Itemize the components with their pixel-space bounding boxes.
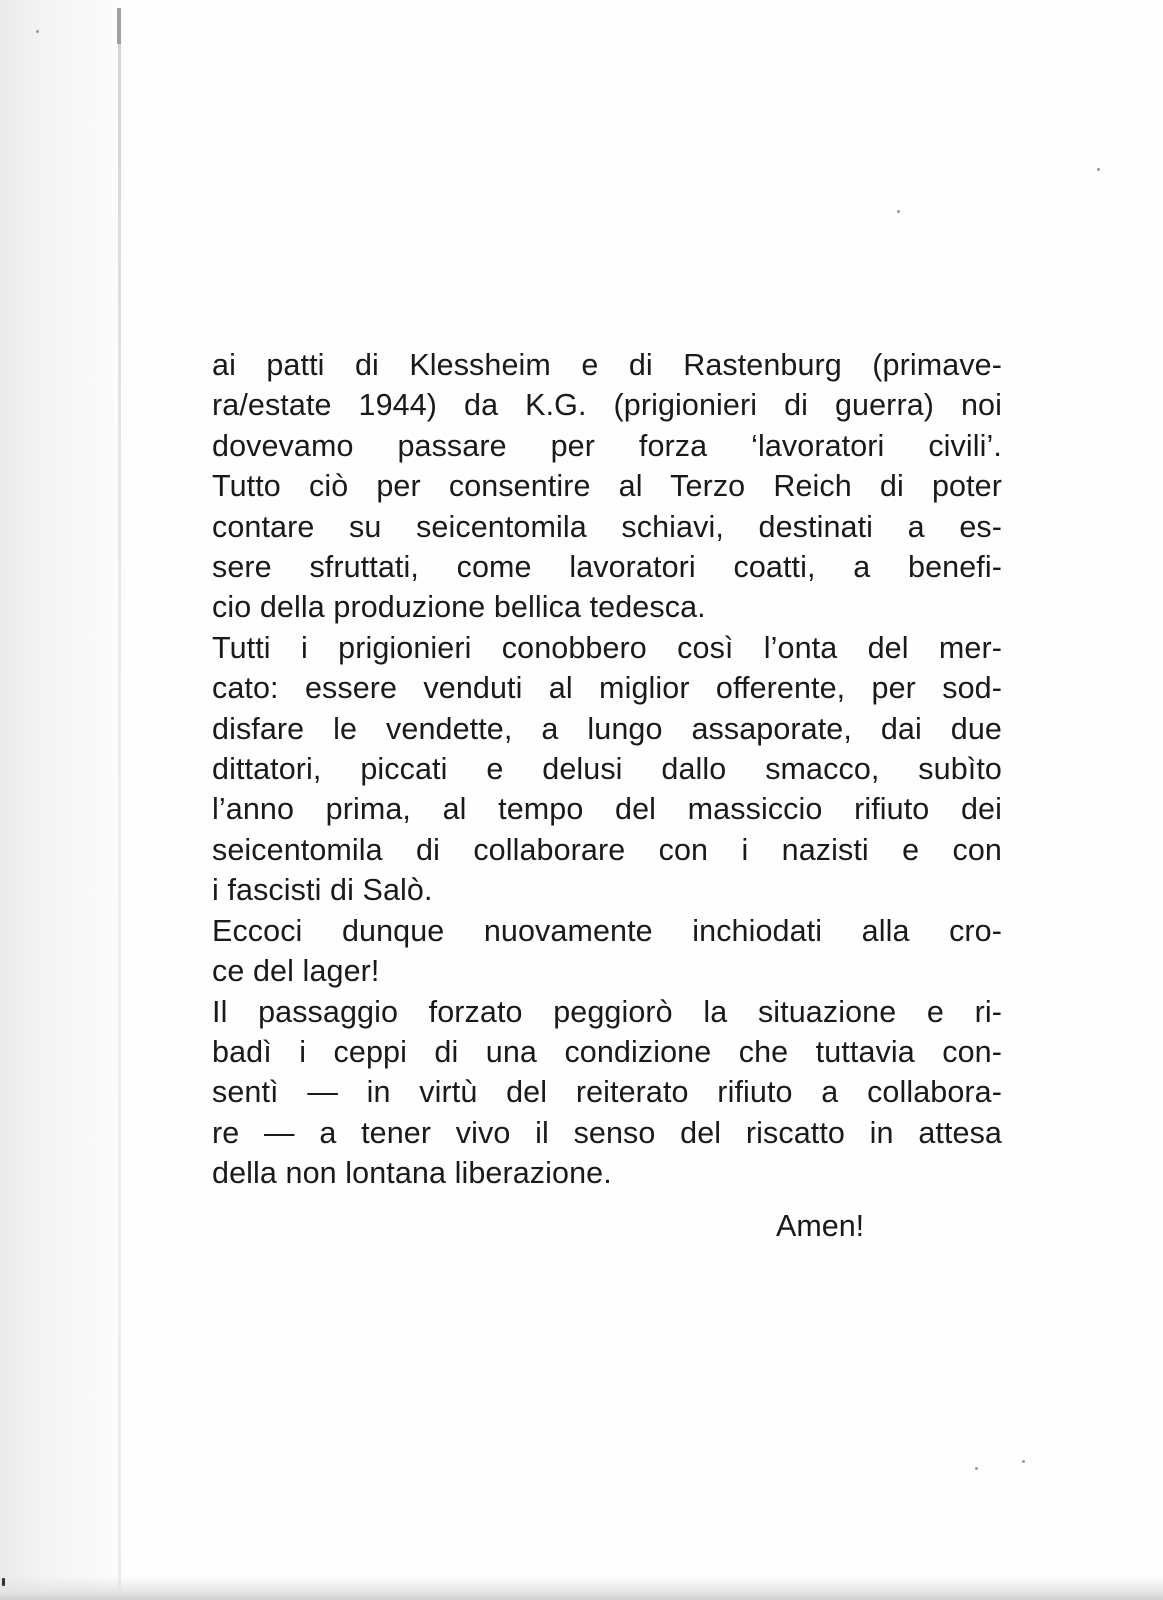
text-line: dittatori, piccati e delusi dallo smacco, subìto (212, 752, 1002, 787)
text-line: badì i ceppi di una condizione che tuttavia con- (212, 1034, 1002, 1069)
text-line: Tutto ciò per consentire al Terzo Reich di poter (212, 469, 1002, 504)
scan-speck (975, 1467, 978, 1470)
scan-speck (897, 210, 900, 213)
scan-speck (36, 30, 39, 33)
text-line: disfare le vendette, a lungo assaporate, dai due (212, 711, 1002, 746)
text-line: l’anno prima, al tempo del massiccio rifiuto dei (212, 792, 1002, 827)
text-line: Tutti i prigionieri conobbero così l’onta del mer- (212, 630, 1002, 665)
text-line: sere sfruttati, come lavoratori coatti, a benefi- (212, 550, 1002, 585)
text-line: re — a tener vivo il senso del riscatto in attesa (212, 1115, 1002, 1150)
body-text (212, 345, 1002, 1194)
text-line: ra/estate 1944) da K.G. (prigionieri di guerra) noi (212, 388, 1002, 423)
text-line: dovevamo passare per forza ‘lavoratori civili’. (212, 428, 1002, 463)
text-line: seicentomila di collaborare con i nazisti e con (212, 832, 1002, 867)
text-line: i fascisti di Salò. (212, 873, 433, 908)
text-line: Eccoci dunque nuovamente inchiodati alla cro- (212, 913, 1002, 948)
text-line: cio della produzione bellica tedesca. (212, 590, 706, 625)
text-line: sentì — in virtù del reiterato rifiuto a collabora- (212, 1075, 1002, 1110)
text-line: Il passaggio forzato peggiorò la situazione e ri- (212, 994, 1002, 1029)
text-line: contare su seicentomila schiavi, destinati a es- (212, 509, 1002, 544)
scan-speck (2, 1578, 5, 1586)
scan-speck (1022, 1460, 1025, 1463)
text-line: cato: essere venduti al miglior offerente, per sod- (212, 671, 1002, 706)
binding-mark (117, 8, 121, 44)
bottom-page-edge (0, 1576, 1163, 1600)
text-line: ai patti di Klessheim e di Rastenburg (primave- (212, 348, 1002, 382)
closing-word: Amen! (776, 1209, 865, 1243)
text-line: della non lontana liberazione. (212, 1156, 612, 1191)
text-line: ce del lager! (212, 954, 380, 989)
binding-edge-line (118, 10, 121, 1590)
binding-shadow (0, 0, 130, 1600)
scan-speck (1097, 168, 1100, 171)
